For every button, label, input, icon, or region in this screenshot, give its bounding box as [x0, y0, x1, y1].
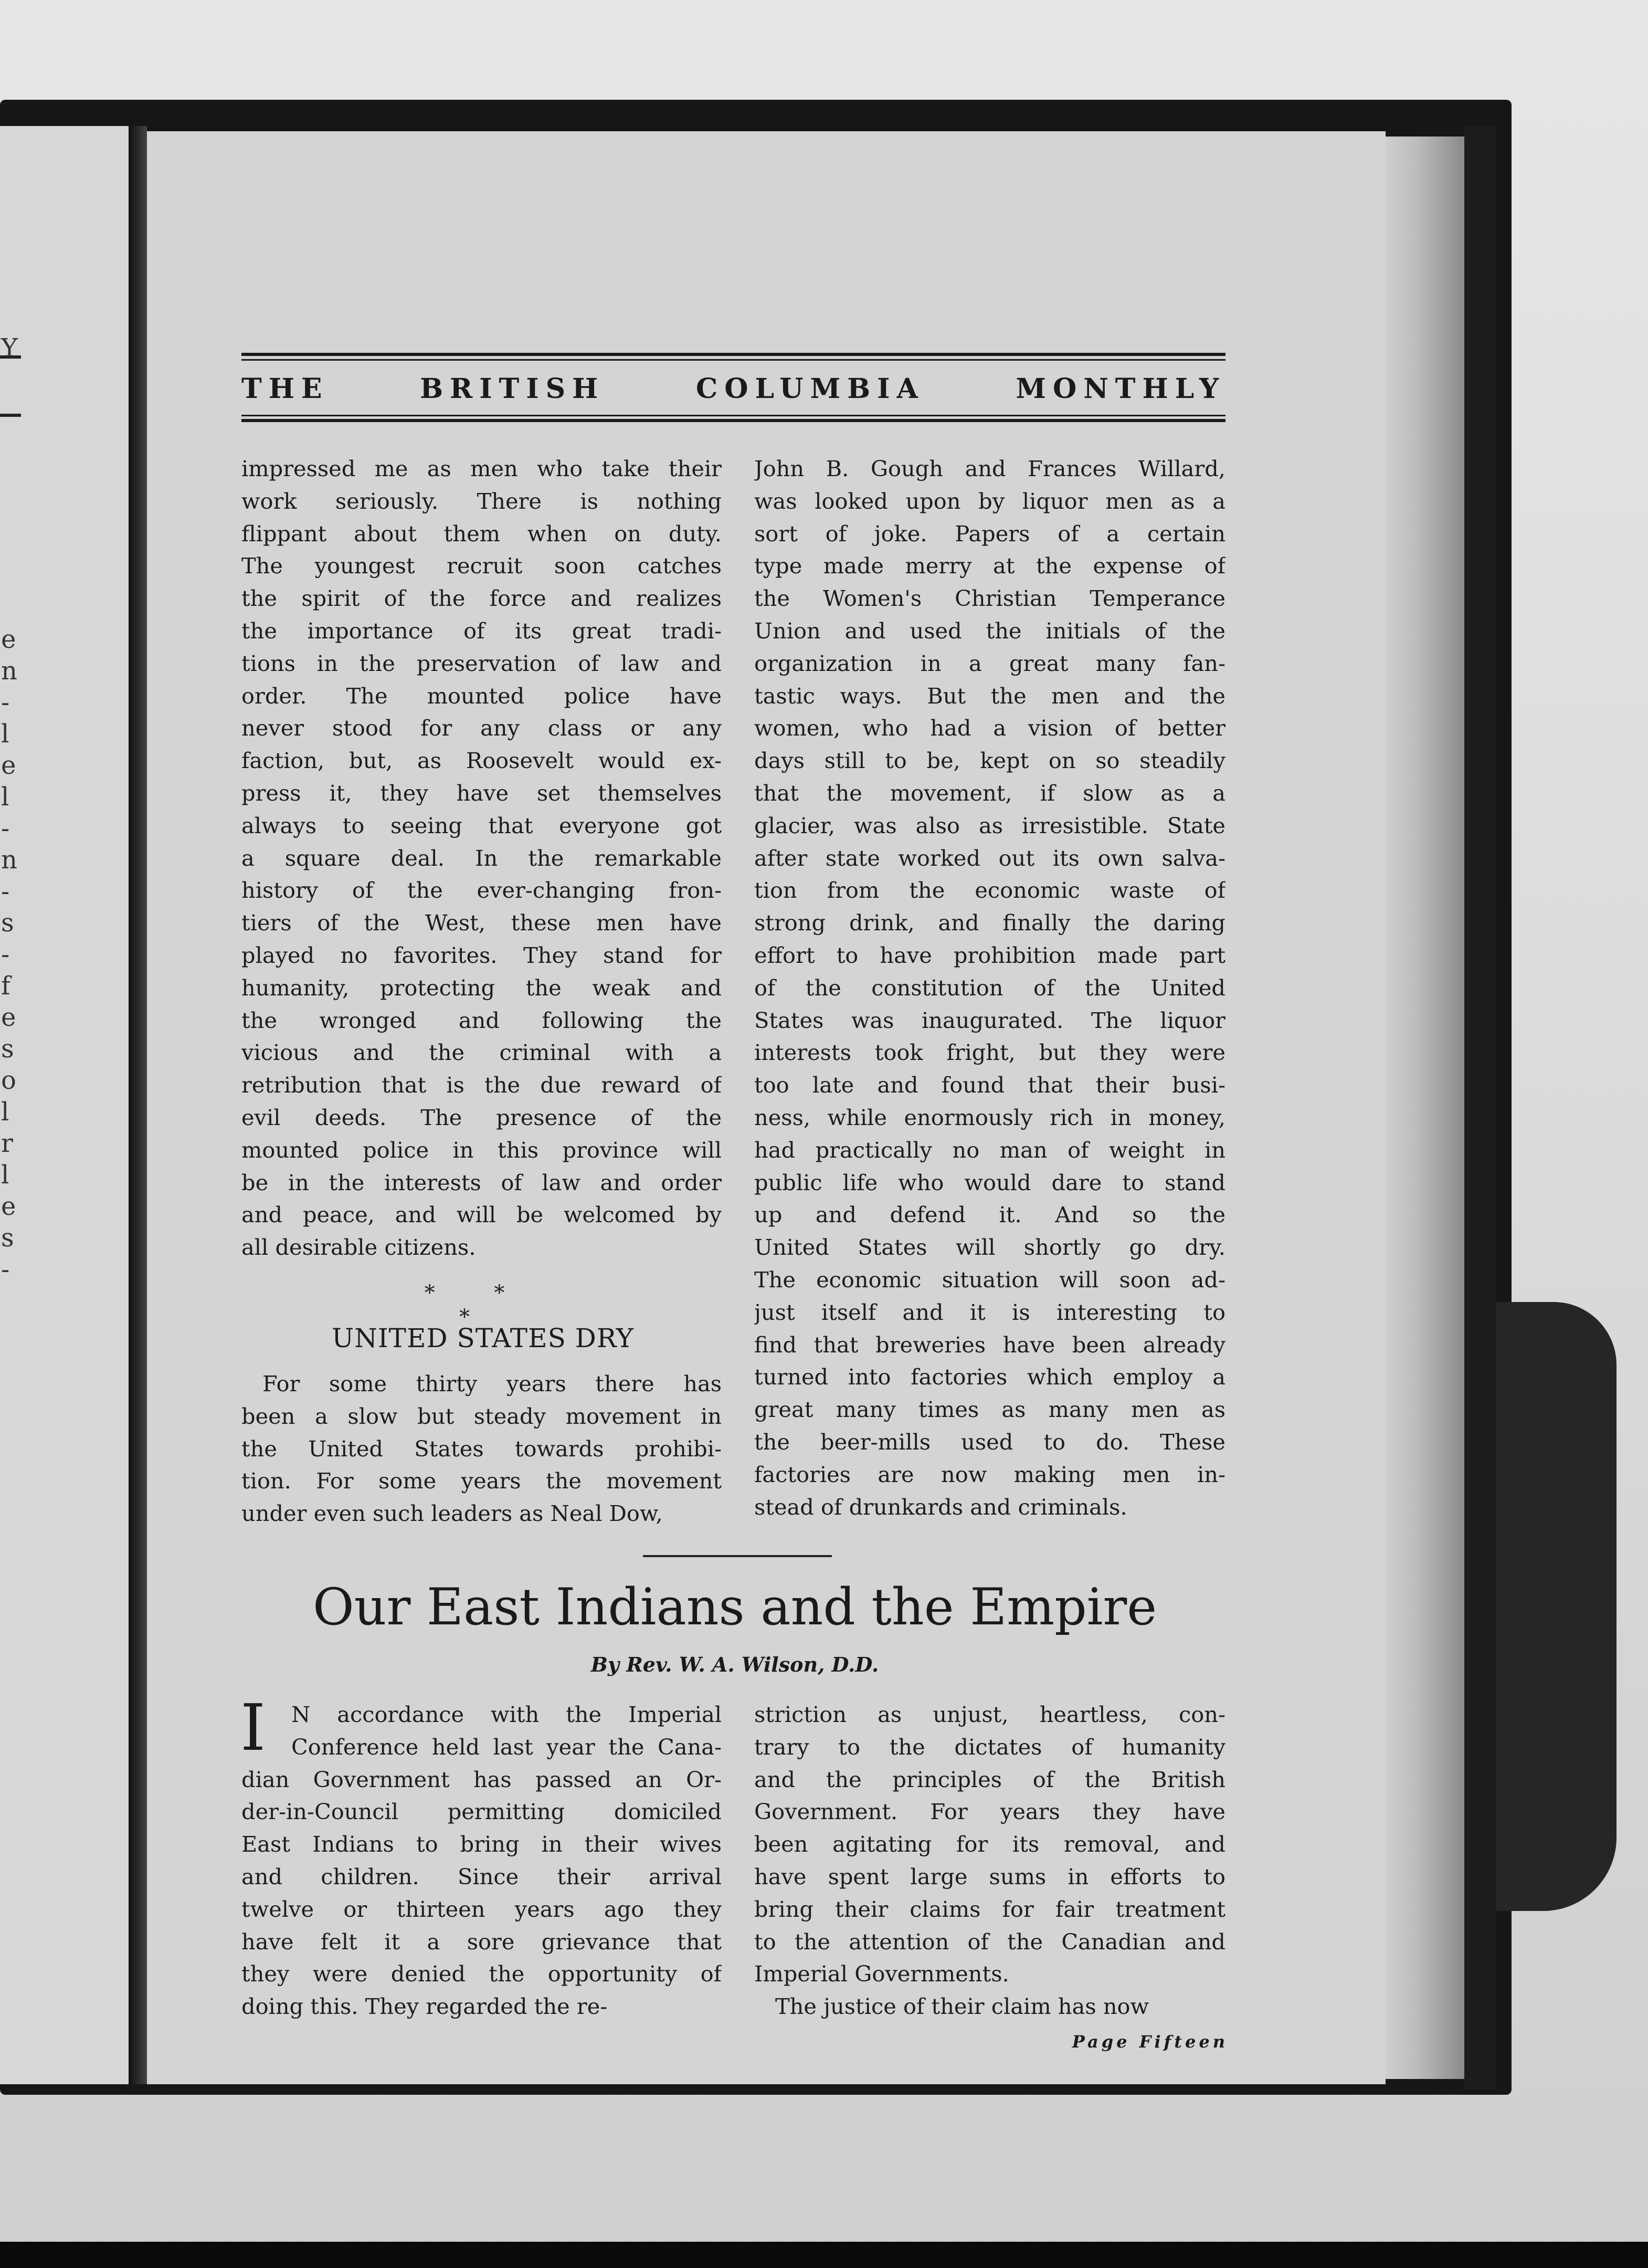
text-line: the beer-mills used to do. These	[754, 1429, 1226, 1455]
text-line: tions in the preservation of law and	[241, 650, 722, 676]
text-line: tion from the economic waste of	[754, 877, 1226, 904]
left-page-fragment: -	[1, 688, 10, 717]
left-page-fragment: o	[1, 1066, 16, 1095]
column-right-text	[754, 453, 1226, 1523]
left-page-fragment: l	[1, 1097, 9, 1127]
text-line: flippant about them when on duty.	[241, 520, 722, 547]
left-page-fragment: -	[1, 877, 10, 906]
text-line: dian Government has passed an Or-	[241, 1766, 722, 1792]
text-line: striction as unjust, heartless, con-	[754, 1702, 1226, 1727]
text-line: women, who had a vision of better	[754, 715, 1226, 741]
text-line: they were denied the opportunity of	[241, 1961, 722, 1987]
text-line: to the attention of the Canadian and	[754, 1928, 1226, 1955]
text-line: great many times as many men as	[754, 1396, 1226, 1423]
left-page-fragment: e	[1, 1192, 16, 1221]
text-line: the Women's Christian Temperance	[754, 585, 1226, 612]
text-line: order. The mounted police have	[241, 682, 722, 709]
text-line: never stood for any class or any	[241, 715, 722, 741]
drop-cap: I	[240, 1690, 266, 1765]
photo-bottom-strip	[0, 2242, 1648, 2268]
text-line: East Indians to bring in their wives	[241, 1831, 722, 1857]
left-page-fragment: n	[1, 656, 17, 686]
text-line: public life who would dare to stand	[754, 1169, 1226, 1195]
dark-bookmark-tab	[1496, 1302, 1617, 1911]
text-line: type made merry at the expense of	[754, 553, 1226, 579]
text-line: Imperial Governments.	[754, 1961, 1009, 1987]
text-line: work seriously. There is nothing	[241, 488, 722, 514]
text-line: stead of drunkards and criminals.	[754, 1494, 1127, 1520]
left-page-fragment: s	[1, 1223, 14, 1253]
masthead-top-rule	[241, 353, 1226, 356]
left-page-fragment: l	[1, 1160, 9, 1190]
left-page-fragment: -	[1, 814, 10, 843]
text-line: tiers of the West, these men have	[241, 910, 722, 936]
masthead-bottom-rule	[241, 419, 1226, 422]
masthead-top-rule-thin	[241, 359, 1226, 361]
text-line: For some thirty years there has	[262, 1371, 722, 1396]
text-line: strong drink, and finally the daring	[754, 910, 1226, 936]
page-stack-edge	[1386, 136, 1464, 2079]
text-line: John B. Gough and Frances Willard,	[754, 456, 1226, 481]
text-line: evil deeds. The presence of the	[241, 1104, 722, 1130]
text-line: days still to be, kept on so steadily	[754, 748, 1226, 774]
masthead-word: THE	[241, 372, 329, 405]
article-title: Our East Indians and the Empire	[312, 1578, 1157, 1636]
text-line: interests took fright, but they were	[754, 1040, 1226, 1066]
left-page-fragment: -	[1, 940, 10, 969]
left-page-fragment: r	[1, 1129, 13, 1158]
left-page-fragment: l	[1, 719, 9, 749]
masthead-word: BRITISH	[420, 372, 605, 405]
left-page-fragment: e	[1, 625, 16, 654]
text-line: the United States towards prohibi-	[241, 1435, 722, 1462]
text-line: der-in-Council permitting domiciled	[241, 1799, 722, 1825]
text-line: always to seeing that everyone got	[241, 812, 722, 838]
text-line: N accordance with the Imperial	[291, 1702, 722, 1727]
text-line: had practically no man of weight in	[754, 1137, 1226, 1163]
section-separator: * * *	[424, 1281, 531, 1329]
section-heading: UNITED STATES DRY	[332, 1323, 634, 1353]
book-gutter	[129, 126, 147, 2084]
text-line: doing this. They regarded the re-	[241, 1993, 608, 2020]
text-line: after state worked out its own salva-	[754, 845, 1226, 871]
text-line: trary to the dictates of humanity	[754, 1734, 1226, 1760]
text-line: The justice of their claim has now	[775, 1993, 1149, 2020]
text-line: a square deal. In the remarkable	[241, 845, 722, 871]
text-line: Union and used the initials of the	[754, 617, 1226, 644]
masthead-bottom-rule-thin	[241, 415, 1226, 416]
left-page-fragment: s	[1, 908, 14, 938]
text-line: sort of joke. Papers of a certain	[754, 520, 1226, 547]
text-line: The economic situation will soon ad-	[754, 1266, 1226, 1293]
text-line: twelve or thirteen years ago they	[241, 1896, 722, 1922]
text-line: and the principles of the British	[754, 1766, 1226, 1792]
left-page-fragment: n	[1, 845, 17, 875]
article-byline: By Rev. W. A. Wilson, D.D.	[590, 1653, 879, 1676]
text-line: organization in a great many fan-	[754, 650, 1226, 676]
text-line: vicious and the criminal with a	[241, 1040, 722, 1066]
text-line: the spirit of the force and realizes	[241, 585, 722, 612]
text-line: glacier, was also as irresistible. State	[754, 812, 1226, 838]
text-line: have spent large sums in efforts to	[754, 1863, 1226, 1889]
left-page-fragment: e	[1, 1003, 16, 1032]
article-column-left	[240, 1690, 722, 2023]
text-line: find that breweries have been already	[754, 1331, 1226, 1358]
text-line: played no favorites. They stand for	[241, 942, 722, 968]
text-line: history of the ever-changing fron-	[241, 877, 722, 904]
left-page-fragment: f	[1, 971, 10, 1001]
text-line: was looked upon by liquor men as a	[754, 488, 1226, 514]
masthead	[241, 368, 1226, 410]
text-line: States was inaugurated. The liquor	[754, 1007, 1226, 1033]
book-edge	[1464, 126, 1496, 2090]
text-line: effort to have prohibition made part	[754, 942, 1226, 968]
text-line: too late and found that their busi-	[754, 1072, 1226, 1098]
text-line: The youngest recruit soon catches	[241, 553, 722, 579]
left-page-fragment: s	[1, 1034, 14, 1064]
text-line: have felt it a sore grievance that	[241, 1928, 722, 1955]
text-line: impressed me as men who take their	[241, 456, 722, 481]
left-page-fragment: -	[1, 1255, 10, 1284]
masthead-word: COLUMBIA	[695, 372, 925, 405]
column-left-text-continued	[241, 1368, 722, 1530]
left-page-fragment: l	[1, 782, 9, 812]
text-line: the wronged and following the	[241, 1007, 722, 1033]
text-line: been a slow but steady movement in	[241, 1403, 722, 1429]
text-line: that the movement, if slow as a	[754, 780, 1226, 806]
article-column-right	[754, 1698, 1226, 2023]
left-page-rule	[0, 414, 21, 417]
text-line: been agitating for its removal, and	[754, 1831, 1226, 1857]
text-line: up and defend it. And so the	[754, 1202, 1226, 1228]
left-page-edge	[0, 126, 129, 2084]
text-line: faction, but, as Roosevelt would ex-	[241, 748, 722, 774]
text-line: tion. For some years the movement	[241, 1468, 722, 1494]
text-line: the importance of its great tradi-	[241, 617, 722, 644]
text-line: under even such leaders as Neal Dow,	[241, 1500, 663, 1527]
left-page-fragment: Y	[1, 333, 18, 363]
column-left-text	[241, 453, 722, 1264]
text-line: just itself and it is interesting to	[754, 1299, 1226, 1325]
article-divider	[643, 1555, 832, 1557]
text-line: tastic ways. But the men and the	[754, 682, 1226, 709]
text-line: ness, while enormously rich in money,	[754, 1104, 1226, 1130]
text-line: turned into factories which employ a	[754, 1364, 1226, 1390]
text-line: mounted police in this province will	[241, 1137, 722, 1163]
text-line: press it, they have set themselves	[241, 780, 722, 806]
text-line: of the constitution of the United	[754, 974, 1226, 1001]
text-line: factories are now making men in-	[754, 1461, 1226, 1487]
text-line: United States will shortly go dry.	[754, 1234, 1226, 1261]
text-line: retribution that is the due reward of	[241, 1072, 722, 1098]
masthead-word: MONTHLY	[1016, 372, 1226, 405]
text-line: humanity, protecting the weak and	[241, 974, 722, 1001]
text-line: be in the interests of law and order	[241, 1169, 722, 1195]
text-line: and children. Since their arrival	[241, 1863, 722, 1889]
text-line: Conference held last year the Cana-	[291, 1734, 722, 1760]
left-page-fragment: e	[1, 751, 16, 780]
text-line: bring their claims for fair treatment	[754, 1896, 1226, 1922]
text-line: and peace, and will be welcomed by	[241, 1202, 722, 1228]
text-line: Government. For years they have	[754, 1799, 1226, 1825]
text-line: all desirable citizens.	[241, 1234, 476, 1261]
page-number: Page Fifteen	[1072, 2032, 1228, 2052]
